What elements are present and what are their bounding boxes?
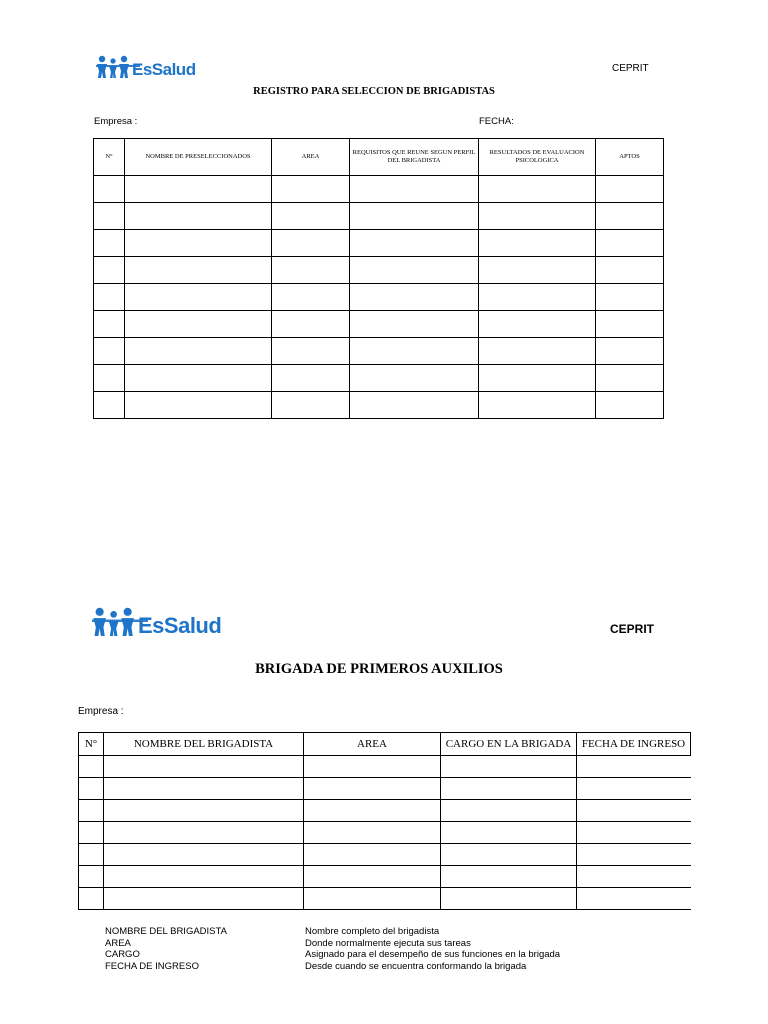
table-row	[94, 311, 664, 338]
legend-desc: Donde normalmente ejecuta sus tareas	[305, 937, 471, 949]
col-nombre: NOMBRE DE PRESELECCIONADOS	[125, 139, 272, 176]
col-numero: N°	[94, 139, 125, 176]
legend-term: FECHA DE INGRESO	[105, 960, 199, 972]
form-title: REGISTRO PARA SELECCION DE BRIGADISTAS	[253, 86, 495, 97]
table-row	[79, 756, 691, 778]
legend-row	[105, 926, 560, 938]
logo-text: EsSalud	[138, 613, 222, 638]
logo-text: EsSalud	[132, 60, 196, 79]
table-row	[94, 203, 664, 230]
table-row	[79, 800, 691, 822]
empresa-label: Empresa :	[78, 706, 124, 717]
fecha-label: FECHA:	[479, 116, 514, 127]
legend-desc: Asignado para el desempeño de sus funciones en la brigada	[305, 949, 561, 960]
brigada-title: BRIGADA DE PRIMEROS AUXILIOS	[255, 661, 503, 677]
col-aptos: APTOS	[596, 139, 664, 176]
legend-row	[105, 938, 560, 950]
legend-term: CARGO	[105, 949, 140, 960]
col-cargo: CARGO EN LA BRIGADA	[441, 733, 577, 756]
table-row	[94, 365, 664, 392]
essalud-logo	[96, 55, 196, 79]
col-requisitos: REQUISITOS QUE REUNE SEGUN PERFIL DEL BRIGADISTA	[350, 139, 479, 176]
preseleccion-table	[93, 138, 664, 419]
table-row	[94, 284, 664, 311]
table-row	[79, 778, 691, 800]
col-resultados: RESULTADOS DE EVALUACION PSICOLOGICA	[479, 139, 596, 176]
col-area: AREA	[272, 139, 350, 176]
legend-term: AREA	[105, 937, 131, 949]
table-row	[79, 822, 691, 844]
col-area: AREA	[304, 733, 441, 756]
table-row	[94, 257, 664, 284]
table-row	[79, 888, 691, 910]
table-row	[94, 230, 664, 257]
table-row	[94, 176, 664, 203]
table-row	[94, 392, 664, 419]
essalud-logo-large	[92, 606, 221, 638]
table-row	[79, 866, 691, 888]
col-nombre: NOMBRE DEL BRIGADISTA	[104, 733, 304, 756]
table-row	[94, 338, 664, 365]
brigada-table	[78, 732, 691, 910]
legend	[105, 926, 560, 972]
legend-desc: Desde cuando se encuentra conformando la brigada	[305, 960, 527, 972]
empresa-label: Empresa :	[94, 116, 138, 127]
org-label: CEPRIT	[612, 63, 649, 74]
col-fecha-ingreso: FECHA DE INGRESO	[577, 733, 691, 756]
legend-desc: Nombre completo del brigadista	[305, 926, 440, 937]
legend-term: NOMBRE DEL BRIGADISTA	[105, 926, 227, 937]
org-label: CEPRIT	[610, 622, 655, 636]
legend-row	[105, 949, 560, 961]
legend-row	[105, 961, 560, 973]
col-numero: N°	[79, 733, 104, 756]
table-row	[79, 844, 691, 866]
